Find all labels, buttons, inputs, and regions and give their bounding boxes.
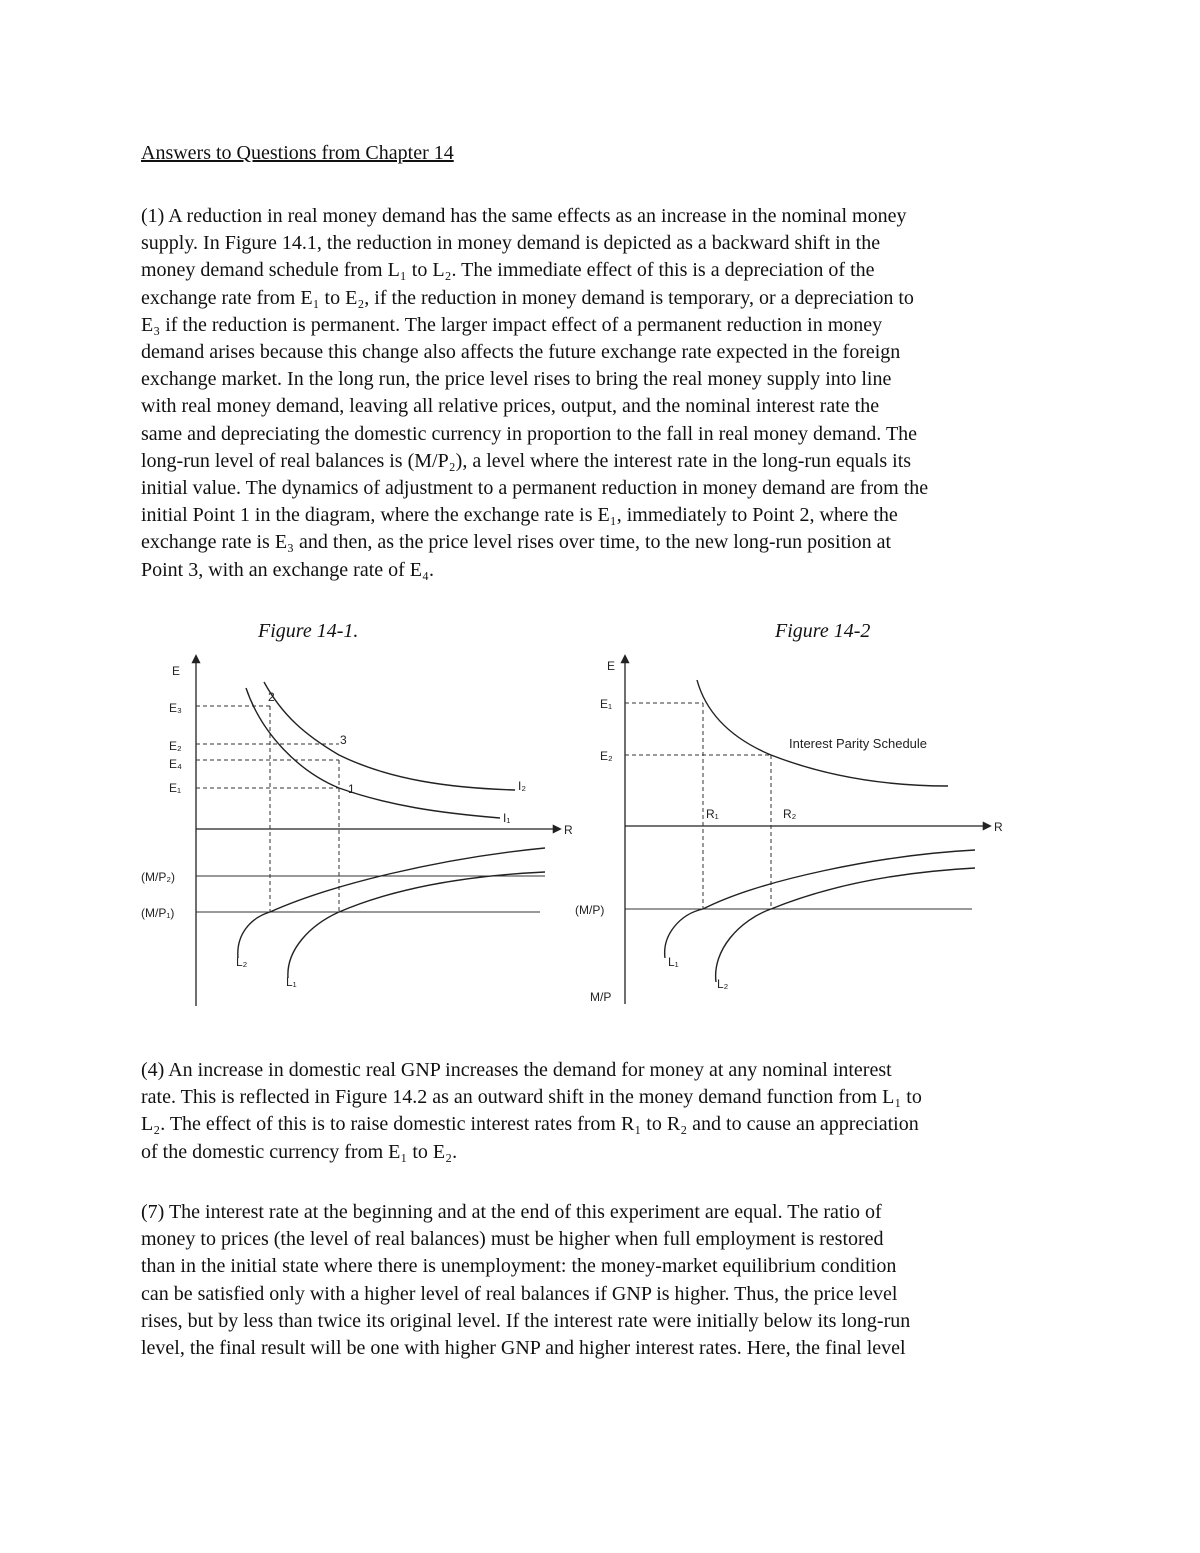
text-line: initial value. The dynamics of adjustment to a permanent reduction in money demand are from the (141, 477, 929, 500)
text-line: than in the initial state where there is unemployment: the money-market equilibrium condition (141, 1255, 897, 1278)
fig2-e1-label: E₁ (600, 697, 613, 711)
fig1-mp2-label: (M/P₂) (141, 870, 175, 884)
fig2-curve-l1 (665, 850, 975, 958)
fig2-r2-label: R₂ (783, 807, 797, 821)
fig2-e2-label: E₂ (600, 749, 613, 763)
paragraph-answer-4 (141, 1057, 1071, 1166)
text-line: supply. In Figure 14.1, the reduction in money demand is depicted as a backward shift in the (141, 232, 881, 255)
figure-2-caption: Figure 14-2 (775, 620, 871, 642)
text-line: level, the final result will be one with higher GNP and higher interest rates. Here, the final level (141, 1337, 906, 1360)
fig1-curve-i2 (264, 682, 515, 790)
text-line: Point 3, with an exchange rate of E₄. (141, 558, 434, 581)
fig1-e1-label: E₁ (169, 781, 182, 795)
text-line: money to prices (the level of real balances) must be higher when full employment is restored (141, 1228, 884, 1251)
fig2-e-axis-label: E (607, 659, 616, 673)
text-line: of the domestic currency from E₁ to E₂. (141, 1140, 458, 1163)
text-line: long-run level of real balances is (M/P₂), a level where the interest rate in the long-run equals its (141, 449, 912, 472)
fig1-i1-label: I₁ (503, 811, 511, 825)
fig2-mp-axis-label: M/P (590, 990, 612, 1004)
fig2-r1-label: R₁ (706, 807, 719, 821)
text-line: exchange rate from E₁ to E₂, if the reduction in money demand is temporary, or a depreciation to (141, 286, 914, 309)
figure-1 (141, 656, 573, 1006)
text-line: (1) A reduction in real money demand has the same effects as an increase in the nominal money (141, 205, 907, 227)
document-title: Answers to Questions from Chapter 14 (141, 142, 454, 164)
fig1-e-axis-label: E (172, 664, 181, 678)
text-line: with real money demand, leaving all relative prices, output, and the nominal interest rate the (141, 395, 880, 418)
fig1-point-3: 3 (340, 733, 347, 747)
text-line: exchange market. In the long run, the price level rises to bring the real money supply into line (141, 368, 892, 391)
text-line: E₃ if the reduction is permanent. The larger impact effect of a permanent reduction in money (141, 313, 883, 336)
text-line: L₂. The effect of this is to raise domestic interest rates from R₁ to R₂ and to cause an appreciation (141, 1113, 919, 1136)
figure-2 (575, 656, 1003, 1004)
text-line: same and depreciating the domestic currency in proportion to the fall in real money demand. The (141, 422, 918, 445)
fig2-schedule-label: Interest Parity Schedule (789, 736, 928, 751)
fig1-i2-label: I₂ (518, 779, 526, 793)
fig2-l2-label: L₂ (717, 977, 729, 991)
fig2-interest-parity-curve (697, 680, 948, 786)
fig1-l2-label: L₂ (236, 955, 248, 969)
fig1-curve-l2 (238, 848, 545, 958)
text-line: money demand schedule from L₁ to L₂. The immediate effect of this is a depreciation of the (141, 259, 875, 282)
fig1-l1-label: L₁ (286, 975, 297, 989)
fig1-point-2: 2 (268, 690, 275, 704)
fig2-l1-label: L₁ (668, 955, 679, 969)
fig1-r-axis-label: R (564, 823, 573, 837)
fig2-r-axis-label: R (994, 820, 1003, 834)
fig2-mp-label: (M/P) (575, 903, 605, 917)
fig1-e4-label: E₄ (169, 757, 182, 771)
fig2-curve-l2 (716, 868, 975, 982)
fig1-e3-label: E₃ (169, 701, 182, 715)
fig1-curve-i1 (246, 688, 500, 818)
paragraph-answer-7 (141, 1199, 1071, 1362)
text-line: (7) The interest rate at the beginning and at the end of this experiment are equal. The ratio of (141, 1201, 882, 1223)
text-line: initial Point 1 in the diagram, where the exchange rate is E₁, immediately to Point 2, where the (141, 504, 898, 527)
text-line: exchange rate is E₃ and then, as the price level rises over time, to the new long-run position at (141, 531, 892, 554)
fig1-point-1: 1 (348, 782, 355, 796)
fig1-mp1-label: (M/P₁) (141, 906, 175, 920)
text-line: demand arises because this change also affects the future exchange rate expected in the foreign (141, 341, 901, 364)
text-line: can be satisfied only with a higher level of real balances if GNP is higher. Thus, the price level (141, 1282, 898, 1305)
figure-1-caption: Figure 14-1. (258, 620, 359, 642)
text-line: rate. This is reflected in Figure 14.2 as an outward shift in the money demand function from L₁ to (141, 1086, 922, 1109)
fig1-e2-label: E₂ (169, 739, 182, 753)
text-line: rises, but by less than twice its original level. If the interest rate were initially below its long-run (141, 1309, 911, 1332)
text-line: (4) An increase in domestic real GNP increases the demand for money at any nominal interest (141, 1059, 892, 1081)
fig1-curve-l1 (288, 872, 545, 978)
